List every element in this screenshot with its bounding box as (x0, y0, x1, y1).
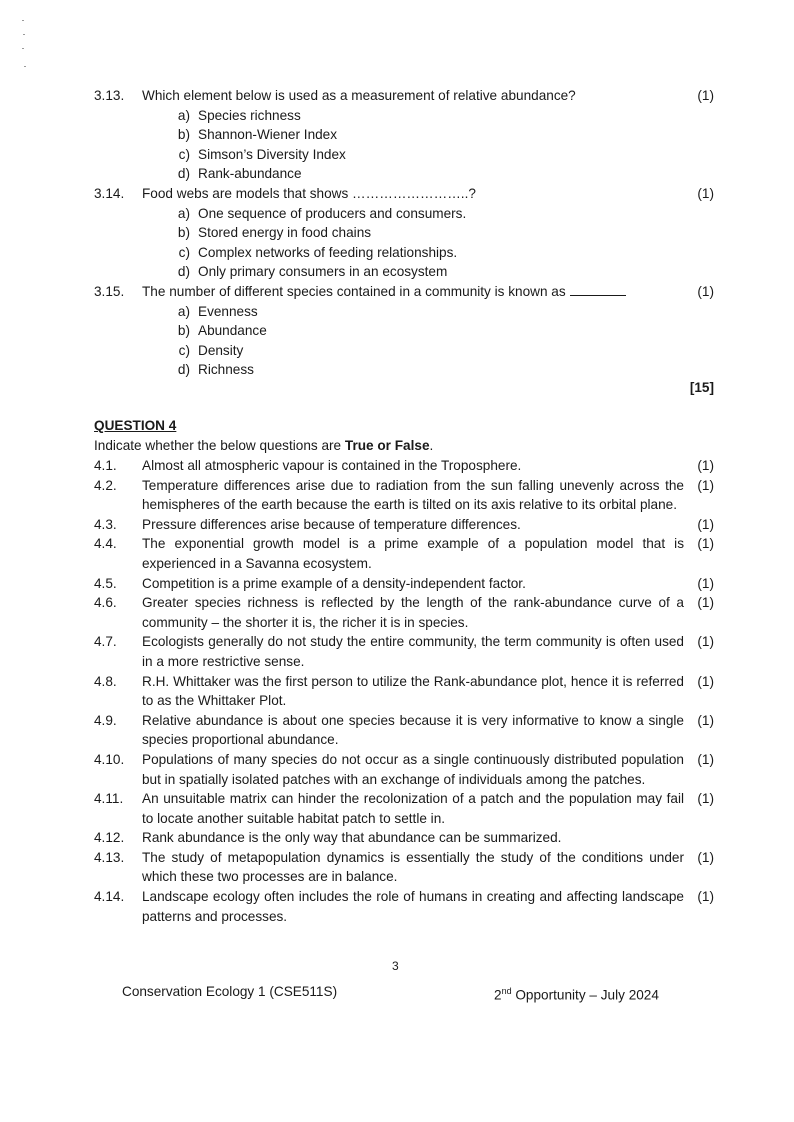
option-item (94, 243, 714, 263)
option-item (94, 341, 714, 361)
question-3-14 (94, 184, 714, 204)
option-text: Simson’s Diversity Index (198, 146, 346, 162)
option-text: Rank-abundance (198, 166, 302, 182)
option-letter: b) (177, 323, 190, 339)
question-marks: (1) (697, 849, 714, 865)
question-text: Temperature differences arise due to radiation from the sun falling unevenly across the hemispheres of the earth because the earth is tilted on its axis relative to its orbital plane. (142, 477, 684, 513)
option-text: Species richness (198, 107, 301, 123)
question-marks: (1) (697, 673, 714, 689)
question-marks: (1) (697, 889, 714, 905)
question-4-5 (94, 574, 714, 594)
question-number: 4.1. (94, 458, 117, 473)
question-number: 4.5. (94, 575, 117, 591)
question-marks: (1) (697, 634, 714, 650)
question-text: An unsuitable matrix can hinder the recolonization of a patch and the population may fail to locate another suitable habitat patch to settle in. (142, 791, 684, 826)
option-text: Richness (198, 362, 254, 378)
question-number: 4.11. (94, 791, 124, 807)
question-text-wrap (142, 282, 692, 302)
option-letter: b) (177, 225, 190, 241)
question-text: Food webs are models that shows ……………………..? (142, 185, 476, 201)
opportunity-number: 2 (494, 987, 502, 1003)
question-4-2 (94, 476, 714, 515)
section4-questions (94, 456, 714, 926)
question-marks: (1) (697, 88, 714, 103)
option-text: Shannon-Wiener Index (198, 127, 338, 143)
question-4-heading: QUESTION 4 (94, 418, 177, 433)
option-text: Complex networks of feeding relationships. (198, 244, 458, 260)
question-marks: (1) (697, 516, 714, 532)
question-text: Relative abundance is about one species because it is very informative to know a single species proportional abundance. (142, 712, 684, 748)
opportunity-text: Opportunity – July 2024 (511, 987, 659, 1003)
question-marks: (1) (697, 791, 714, 807)
question-4-14 (94, 887, 714, 926)
option-text: Density (198, 342, 244, 358)
opportunity-suffix: nd (501, 986, 512, 996)
question-4-9 (94, 711, 714, 750)
question-4-instruction (94, 436, 433, 456)
option-item (94, 164, 714, 184)
question-number: 4.2. (94, 477, 117, 493)
option-item (94, 125, 714, 145)
option-letter: a) (177, 107, 190, 123)
option-item (94, 262, 714, 282)
question-4-3 (94, 515, 714, 535)
instruction-suffix: . (429, 438, 434, 453)
question-text: Landscape ecology often includes the role of humans in creating and affecting landscape patterns and processes. (142, 889, 684, 924)
option-text: Evenness (198, 303, 258, 319)
instruction-emphasis: True or False (344, 438, 430, 453)
option-text: Abundance (198, 323, 267, 339)
option-item (94, 145, 714, 165)
question-4-4 (94, 534, 714, 573)
option-text: One sequence of producers and consumers. (198, 205, 467, 221)
question-marks: (1) (697, 751, 714, 767)
question-marks: (1) (697, 575, 714, 591)
section3-questions (94, 86, 714, 380)
question-number: 4.6. (94, 595, 117, 611)
question-marks: (1) (697, 595, 714, 611)
option-text: Stored energy in food chains (198, 225, 372, 241)
option-item (94, 223, 714, 243)
answer-blank-line (570, 285, 626, 296)
question-text: Greater species richness is reflected by the length of the rank-abundance curve of a community – the shorter it is, the richer it is in species. (142, 595, 684, 630)
question-number: 4.12. (94, 830, 125, 846)
option-letter: c) (178, 342, 190, 358)
question-marks: (1) (697, 477, 714, 493)
question-text: The study of metapopulation dynamics is essentially the study of the conditions under which these two processes are in balance. (142, 849, 684, 885)
options-3-13 (94, 106, 714, 184)
question-marks: (1) (697, 536, 714, 552)
question-text: Rank abundance is the only way that abundance can be summarized. (142, 830, 562, 846)
question-3-15 (94, 282, 714, 302)
instruction-prefix: Indicate whether the below questions are (94, 438, 345, 453)
footer-course: Conservation Ecology 1 (CSE511S) (122, 984, 338, 999)
question-4-10 (94, 750, 714, 789)
question-marks: (1) (697, 185, 714, 201)
question-3-13 (94, 86, 714, 106)
question-number: 4.9. (94, 712, 117, 728)
question-number: 3.14. (94, 185, 125, 201)
question-text: Almost all atmospheric vapour is contained in the Troposphere. (142, 458, 522, 473)
option-letter: d) (177, 166, 190, 182)
question-4-11 (94, 789, 714, 828)
question-text: Pressure differences arise because of temperature differences. (142, 516, 521, 532)
option-item (94, 360, 714, 380)
option-item (94, 204, 714, 224)
option-letter: c) (178, 146, 190, 162)
page-number: 3 (392, 959, 399, 973)
question-number: 4.7. (94, 634, 117, 650)
options-3-15 (94, 302, 714, 380)
question-text: Competition is a prime example of a density-independent factor. (142, 575, 526, 591)
question-marks: (1) (697, 458, 714, 473)
question-marks: (1) (697, 283, 714, 299)
question-number: 4.8. (94, 673, 117, 689)
question-number: 4.14. (94, 889, 125, 905)
question-number: 3.13. (94, 88, 125, 103)
option-item (94, 321, 714, 341)
question-4-8 (94, 672, 714, 711)
question-text: Which element below is used as a measurement of relative abundance? (142, 88, 576, 103)
option-letter: c) (178, 244, 190, 260)
option-item (94, 106, 714, 126)
question-number: 4.10. (94, 751, 125, 767)
option-letter: b) (177, 127, 190, 143)
question-marks: (1) (697, 712, 714, 728)
question-text: Ecologists generally do not study the entire community, the term community is often used in a more restrictive sense. (142, 634, 684, 669)
question-number: 3.15. (94, 283, 125, 299)
question-number: 4.4. (94, 536, 117, 552)
question-4-7 (94, 632, 714, 671)
option-letter: d) (177, 362, 190, 378)
question-number: 4.13. (94, 849, 125, 865)
option-item (94, 302, 714, 322)
question-text: The number of different species contained in a community is known as (142, 283, 566, 299)
question-text: R.H. Whittaker was the first person to utilize the Rank-abundance plot, hence it is referred to as the Whittaker Plot. (142, 673, 684, 709)
scan-marks (20, 18, 32, 78)
option-letter: d) (177, 264, 190, 280)
option-letter: a) (177, 205, 190, 221)
section-total-marks: [15] (689, 380, 714, 395)
question-text: Populations of many species do not occur as a single continuously distributed population but in spatially isolated patches with an exchange of individuals among the patches. (142, 751, 684, 787)
question-4-1 (94, 456, 714, 476)
footer-opportunity (494, 982, 659, 1005)
question-text: The exponential growth model is a prime example of a population model that is experienced in a Savanna ecosystem. (142, 536, 684, 571)
question-4-12 (94, 828, 714, 848)
options-3-14 (94, 204, 714, 282)
question-4-13 (94, 848, 714, 887)
option-letter: a) (177, 303, 190, 319)
question-number: 4.3. (94, 516, 117, 532)
option-text: Only primary consumers in an ecosystem (198, 264, 448, 280)
question-4-6 (94, 593, 714, 632)
